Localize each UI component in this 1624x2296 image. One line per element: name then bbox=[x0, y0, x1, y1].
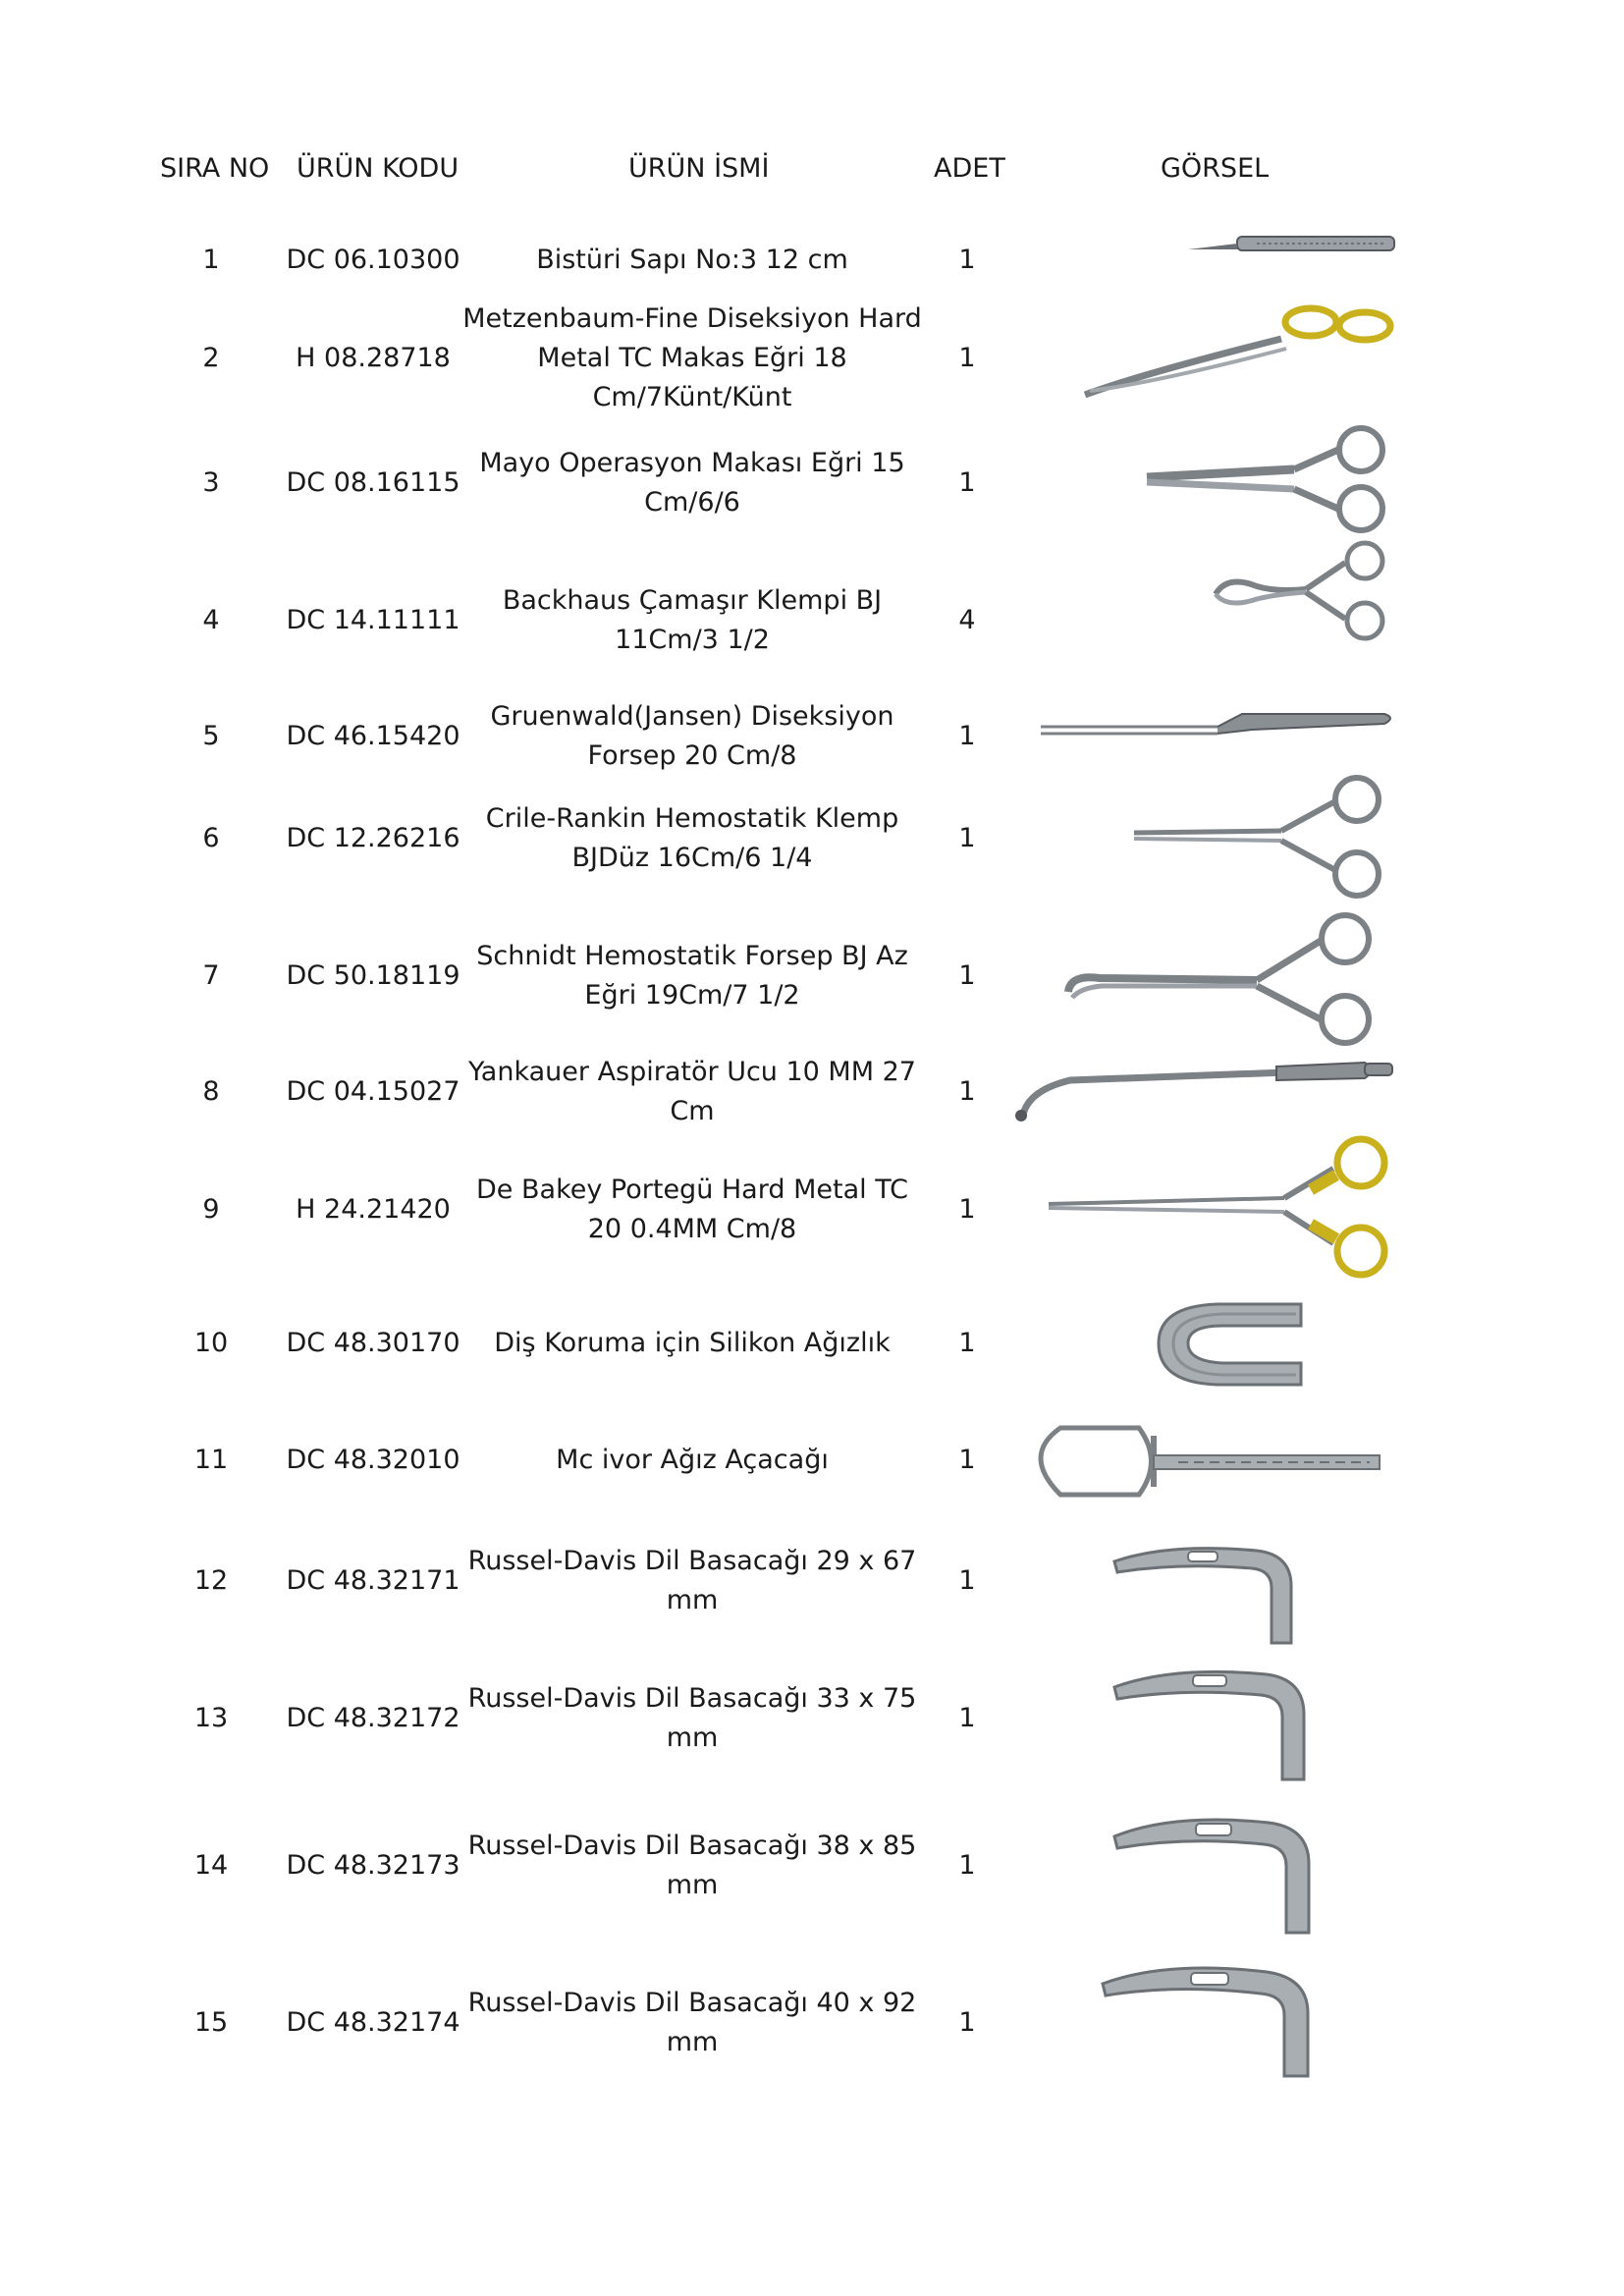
product-name: De Bakey Portegü Hard Metal TC 20 0.4MM Cm/8 bbox=[476, 1175, 908, 1244]
row-number: 7 bbox=[202, 960, 220, 991]
product-code: DC 14.11111 bbox=[286, 605, 460, 635]
header-urun-kodu: ÜRÜN KODU bbox=[297, 153, 460, 184]
curved-scissors-gold-icon bbox=[1085, 304, 1399, 407]
row-number: 13 bbox=[193, 1703, 229, 1733]
quantity: 1 bbox=[958, 2007, 976, 2038]
product-name: Gruenwald(Jansen) Diseksiyon Forsep 20 Cm/8 bbox=[490, 701, 894, 771]
row-number: 5 bbox=[202, 721, 220, 751]
scalpel-handle-icon bbox=[1188, 232, 1404, 275]
row-number: 1 bbox=[202, 245, 220, 275]
row-number: 12 bbox=[193, 1565, 229, 1596]
quantity: 1 bbox=[958, 1850, 976, 1881]
product-code: DC 46.15420 bbox=[286, 721, 460, 751]
product-name: Russel-Davis Dil Basacağı 38 x 85 mm bbox=[467, 1831, 917, 1900]
product-code: DC 12.26216 bbox=[286, 823, 460, 853]
product-code: DC 48.32174 bbox=[286, 2007, 460, 2038]
product-name: Russel-Davis Dil Basacağı 29 x 67 mm bbox=[467, 1546, 917, 1615]
tongue-depressor-blade-icon bbox=[1110, 1537, 1306, 1649]
quantity: 1 bbox=[958, 1076, 976, 1107]
quantity: 1 bbox=[958, 343, 976, 373]
product-name: Diş Koruma için Silikon Ağızlık bbox=[494, 1328, 891, 1358]
bayonet-forceps-icon bbox=[1041, 702, 1394, 755]
product-name: Mayo Operasyon Makası Eğri 15 Cm/6/6 bbox=[479, 448, 905, 518]
quantity: 1 bbox=[958, 1565, 976, 1596]
header-sira-no: SIRA NO bbox=[160, 153, 270, 184]
hemostatic-clamp-icon bbox=[1134, 776, 1399, 902]
tongue-depressor-blade-icon bbox=[1110, 1660, 1316, 1786]
needle-holder-gold-icon bbox=[1049, 1137, 1402, 1279]
suction-tip-icon bbox=[1011, 1051, 1399, 1128]
product-name: Mc ivor Ağız Açacağı bbox=[556, 1445, 829, 1475]
mouth-gag-icon bbox=[1021, 1416, 1384, 1513]
product-code: DC 48.30170 bbox=[286, 1328, 460, 1358]
towel-clamp-icon bbox=[1208, 545, 1404, 642]
product-name: Backhaus Çamaşır Klempi BJ 11Cm/3 1/2 bbox=[502, 585, 883, 655]
product-code: H 08.28718 bbox=[296, 343, 451, 373]
row-number: 6 bbox=[202, 823, 220, 853]
product-name: Bistüri Sapı No:3 12 cm bbox=[536, 245, 848, 275]
tongue-depressor-blade-icon bbox=[1098, 1956, 1324, 2082]
quantity: 1 bbox=[958, 960, 976, 991]
product-name: Metzenbaum-Fine Diseksiyon Hard Metal TC Makas Eğri 18 Cm/7Künt/Künt bbox=[462, 303, 922, 412]
quantity: 1 bbox=[958, 1703, 976, 1733]
header-urun-ismi: ÜRÜN İSMİ bbox=[628, 153, 770, 184]
row-number: 8 bbox=[202, 1076, 220, 1107]
quantity: 1 bbox=[958, 721, 976, 751]
curved-hemostat-icon bbox=[1060, 913, 1399, 1045]
product-name: Yankauer Aspiratör Ucu 10 MM 27 Cm bbox=[468, 1057, 916, 1126]
quantity: 1 bbox=[958, 245, 976, 275]
row-number: 4 bbox=[202, 605, 220, 635]
quantity: 1 bbox=[958, 467, 976, 498]
product-code: DC 06.10300 bbox=[286, 245, 460, 275]
header-adet: ADET bbox=[934, 153, 1005, 184]
product-code: DC 08.16115 bbox=[286, 467, 460, 498]
quantity: 1 bbox=[958, 1445, 976, 1475]
row-number: 11 bbox=[193, 1445, 229, 1475]
product-name: Russel-Davis Dil Basacağı 33 x 75 mm bbox=[467, 1683, 917, 1753]
product-name: Crile-Rankin Hemostatik Klemp BJDüz 16Cm/6 1/4 bbox=[485, 803, 899, 873]
row-number: 15 bbox=[193, 2007, 229, 2038]
row-number: 14 bbox=[193, 1850, 229, 1881]
quantity: 1 bbox=[958, 823, 976, 853]
product-code: DC 48.32171 bbox=[286, 1565, 460, 1596]
quantity: 1 bbox=[958, 1194, 976, 1225]
product-code: DC 50.18119 bbox=[286, 960, 460, 991]
row-number: 3 bbox=[202, 467, 220, 498]
product-name: Schnidt Hemostatik Forsep BJ Az Eğri 19Cm/7 1/2 bbox=[476, 941, 908, 1011]
product-code: DC 04.15027 bbox=[286, 1076, 460, 1107]
product-code: DC 48.32172 bbox=[286, 1703, 460, 1733]
row-number: 10 bbox=[193, 1328, 229, 1358]
header-gorsel: GÖRSEL bbox=[1161, 153, 1270, 184]
mayo-scissors-icon bbox=[1147, 428, 1402, 535]
quantity: 4 bbox=[958, 605, 976, 635]
row-number: 9 bbox=[202, 1194, 220, 1225]
tongue-depressor-blade-icon bbox=[1110, 1807, 1321, 1939]
row-number: 2 bbox=[202, 343, 220, 373]
product-code: H 24.21420 bbox=[296, 1194, 451, 1225]
product-code: DC 48.32010 bbox=[286, 1445, 460, 1475]
quantity: 1 bbox=[958, 1328, 976, 1358]
product-name: Russel-Davis Dil Basacağı 40 x 92 mm bbox=[467, 1988, 917, 2057]
product-code: DC 48.32173 bbox=[286, 1850, 460, 1881]
mouth-guard-icon bbox=[1149, 1294, 1306, 1396]
